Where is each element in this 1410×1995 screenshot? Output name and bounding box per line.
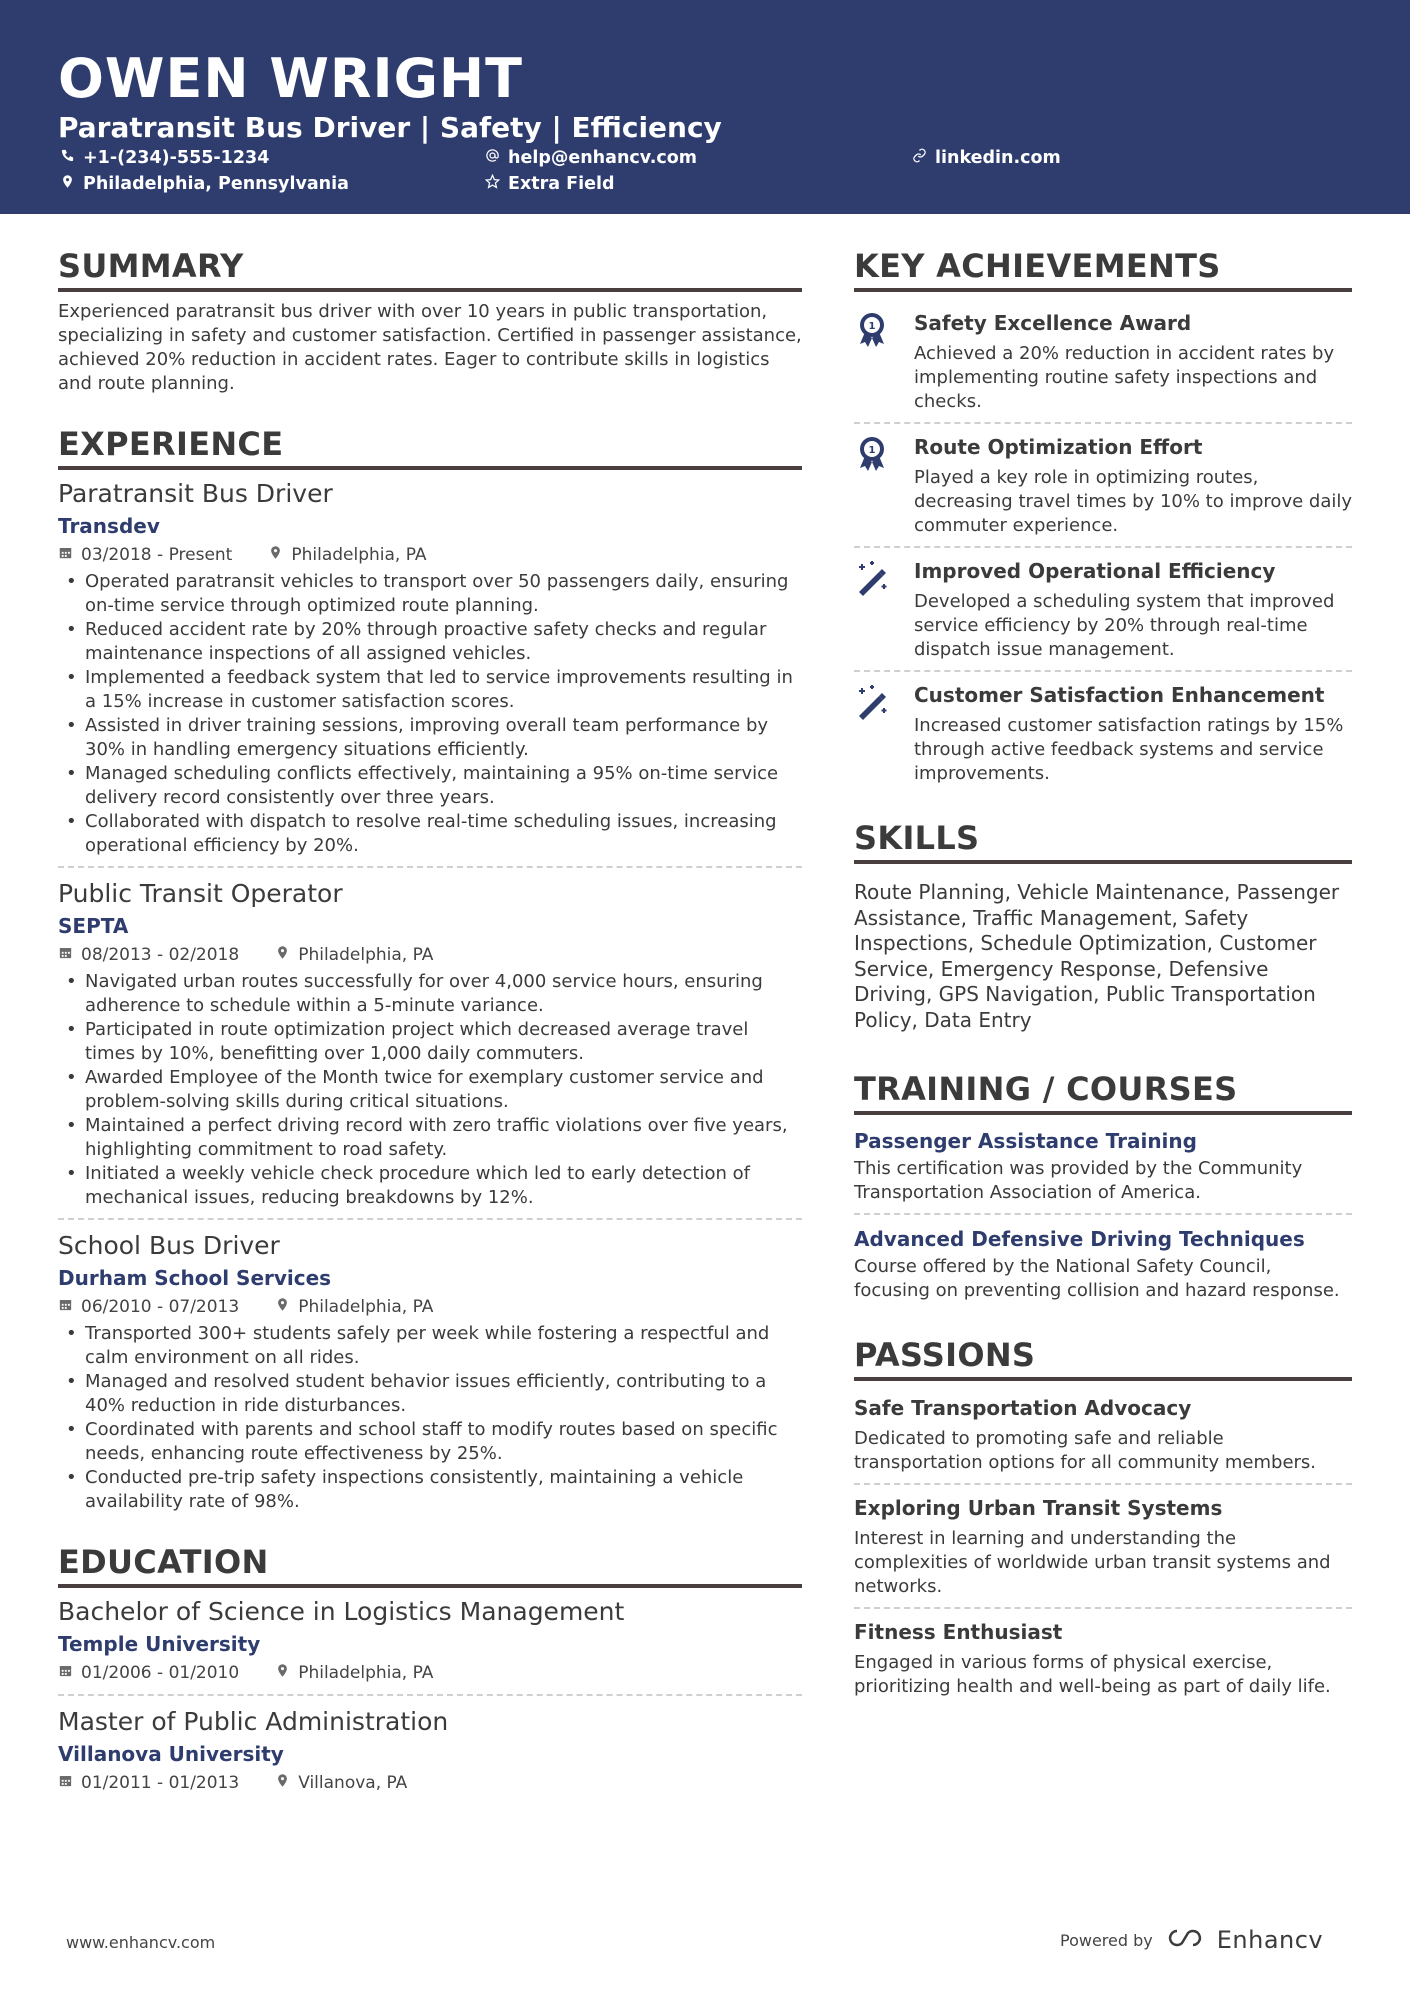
bullet-item: • Initiated a weekly vehicle check procedure which led to early detection of mechanical issues, reducing breakdowns by 12%. bbox=[58, 1162, 802, 1210]
achievements-section bbox=[854, 246, 1352, 794]
education-section bbox=[58, 1542, 802, 1804]
section-heading-training: TRAINING / COURSES bbox=[854, 1069, 1352, 1115]
link-icon bbox=[912, 146, 927, 170]
section-heading-achievements: KEY ACHIEVEMENTS bbox=[854, 246, 1352, 292]
skills-section bbox=[854, 818, 1352, 1033]
bullet-item: • Collaborated with dispatch to resolve real-time scheduling issues, increasing operational efficiency by 20%. bbox=[58, 810, 802, 858]
job-meta bbox=[58, 942, 802, 968]
svg-text:1: 1 bbox=[868, 445, 876, 456]
course-description: Course offered by the National Safety Council, focusing on preventing collision and hazard response. bbox=[854, 1256, 1340, 1301]
experience-entry bbox=[58, 1218, 802, 1522]
section-heading-experience: EXPERIENCE bbox=[58, 424, 802, 470]
achievement-description: Developed a scheduling system that improved service efficiency by 20% through real-time dispatch issue management. bbox=[914, 591, 1335, 660]
contact-location bbox=[60, 172, 349, 196]
job-dates: 06/2010 - 07/2013 bbox=[81, 1297, 240, 1317]
summary-section bbox=[58, 246, 802, 396]
passion-title: Safe Transportation Advocacy bbox=[854, 1396, 1192, 1420]
powered-by-label: Powered by bbox=[1060, 1930, 1153, 1950]
location-text: Philadelphia, Pennsylvania bbox=[83, 174, 349, 194]
education-location: Villanova, PA bbox=[298, 1773, 408, 1793]
contact-extra bbox=[485, 172, 615, 196]
bullet-item: • Assisted in driver training sessions, improving overall team performance by 30% in handling emergency situations efficiently. bbox=[58, 714, 802, 762]
calendar-icon bbox=[58, 1770, 73, 1796]
passion-title: Fitness Enthusiast bbox=[854, 1620, 1063, 1644]
job-bullets bbox=[58, 1322, 802, 1514]
course-item bbox=[854, 1123, 1352, 1213]
bullet-item: • Maintained a perfect driving record with zero traffic violations over five years, highlighting commitment to road safety. bbox=[58, 1114, 802, 1162]
bullet-item: • Operated paratransit vehicles to transport over 50 passengers daily, ensuring on-time service through optimized route planning. bbox=[58, 570, 802, 618]
location-pin-icon bbox=[275, 1660, 290, 1686]
school-name: Temple University bbox=[58, 1632, 261, 1656]
education-dates: 01/2006 - 01/2010 bbox=[81, 1663, 240, 1683]
school-name: Villanova University bbox=[58, 1742, 284, 1766]
job-location: Philadelphia, PA bbox=[291, 545, 427, 565]
right-column bbox=[854, 246, 1352, 1707]
bullet-item: • Participated in route optimization project which decreased average travel times by 10%, benefitting over 1,000 daily commuters. bbox=[58, 1018, 802, 1066]
candidate-title: Paratransit Bus Driver | Safety | Efficiency bbox=[58, 111, 722, 144]
course-description: This certification was provided by the Community Transportation Association of America. bbox=[854, 1158, 1303, 1203]
phone-icon bbox=[60, 146, 75, 170]
company-name: SEPTA bbox=[58, 914, 129, 938]
contact-email bbox=[485, 146, 697, 170]
experience-entry bbox=[58, 866, 802, 1218]
achievement-description: Achieved a 20% reduction in accident rates by implementing routine safety inspections and checks. bbox=[914, 343, 1335, 412]
passion-description: Interest in learning and understanding the complexities of worldwide urban transit systems and networks. bbox=[854, 1528, 1331, 1597]
course-title: Passenger Assistance Training bbox=[854, 1129, 1197, 1153]
summary-text: Experienced paratransit bus driver with over 10 years in public transportation, specializing in safety and customer satisfaction. Certified in passenger assistance, achieved 20% reduction in accident rates. Eager to contribute skills in logistics and route planning. bbox=[58, 301, 802, 394]
bullet-item: • Reduced accident rate by 20% through proactive safety checks and regular maintenance inspections of all assigned vehicles. bbox=[58, 618, 802, 666]
award-ribbon-icon bbox=[854, 308, 898, 414]
passion-description: Engaged in various forms of physical exercise, prioritizing health and well-being as part of daily life. bbox=[854, 1652, 1331, 1697]
section-heading-passions: PASSIONS bbox=[854, 1335, 1352, 1381]
section-heading-skills: SKILLS bbox=[854, 818, 1352, 864]
degree-title: Master of Public Administration bbox=[58, 1707, 449, 1736]
passion-item bbox=[854, 1483, 1352, 1607]
passion-item bbox=[854, 1607, 1352, 1707]
candidate-name: OWEN WRIGHT bbox=[58, 47, 523, 110]
brand-name: Enhancv bbox=[1216, 1926, 1324, 1954]
location-pin-icon bbox=[268, 542, 283, 568]
achievement-description: Increased customer satisfaction ratings by 15% through active feedback systems and service improvements. bbox=[914, 715, 1344, 784]
bullet-item: • Managed and resolved student behavior issues efficiently, contributing to a 40% reduction in ride disturbances. bbox=[58, 1370, 802, 1418]
company-name: Transdev bbox=[58, 514, 160, 538]
skills-list: Route Planning, Vehicle Maintenance, Passenger Assistance, Traffic Management, Safety Inspections, Schedule Optimization, Customer Service, Emergency Response, Defensive Driving, GPS Navigation, Public Transportation Policy, Data Entry bbox=[854, 880, 1340, 1032]
job-dates: 03/2018 - Present bbox=[81, 545, 233, 565]
education-dates: 01/2011 - 01/2013 bbox=[81, 1773, 240, 1793]
linkedin-link[interactable]: linkedin.com bbox=[935, 148, 1061, 168]
section-heading-education: EDUCATION bbox=[58, 1542, 802, 1588]
achievement-title: Safety Excellence Award bbox=[914, 311, 1192, 335]
bullet-item: • Conducted pre-trip safety inspections consistently, maintaining a vehicle availability rate of 98%. bbox=[58, 1466, 802, 1514]
section-heading-summary: SUMMARY bbox=[58, 246, 802, 292]
company-name: Durham School Services bbox=[58, 1266, 332, 1290]
left-column bbox=[58, 246, 802, 1804]
bullet-item: • Navigated urban routes successfully for over 4,000 service hours, ensuring adherence to schedule within a 5-minute variance. bbox=[58, 970, 802, 1018]
location-pin-icon bbox=[275, 1770, 290, 1796]
education-entry bbox=[58, 1694, 802, 1804]
enhancv-logo-icon bbox=[1165, 1927, 1205, 1953]
training-section bbox=[854, 1069, 1352, 1311]
education-meta bbox=[58, 1770, 802, 1796]
job-dates: 08/2013 - 02/2018 bbox=[81, 945, 240, 965]
bullet-item: • Awarded Employee of the Month twice for exemplary customer service and problem-solving skills during critical situations. bbox=[58, 1066, 802, 1114]
at-icon bbox=[485, 146, 500, 170]
footer-website[interactable]: www.enhancv.com bbox=[66, 1933, 216, 1952]
job-title: Public Transit Operator bbox=[58, 879, 343, 908]
achievement-description: Played a key role in optimizing routes, decreasing travel times by 10% to improve daily commuter experience. bbox=[914, 467, 1353, 536]
achievement-title: Improved Operational Efficiency bbox=[914, 559, 1276, 583]
extra-field-text: Extra Field bbox=[508, 174, 615, 194]
calendar-icon bbox=[58, 942, 73, 968]
star-icon bbox=[485, 172, 500, 196]
achievement-item bbox=[854, 670, 1352, 794]
passions-section bbox=[854, 1335, 1352, 1707]
job-meta bbox=[58, 542, 802, 568]
contact-linkedin bbox=[912, 146, 1061, 170]
job-title: School Bus Driver bbox=[58, 1231, 280, 1260]
passion-item bbox=[854, 1389, 1352, 1483]
calendar-icon bbox=[58, 1294, 73, 1320]
job-bullets bbox=[58, 570, 802, 858]
bullet-item: • Managed scheduling conflicts effectively, maintaining a 95% on-time service delivery record consistently over three years. bbox=[58, 762, 802, 810]
bullet-item: • Coordinated with parents and school staff to modify routes based on specific needs, enhancing route effectiveness by 25%. bbox=[58, 1418, 802, 1466]
location-pin-icon bbox=[60, 172, 75, 196]
contact-phone bbox=[60, 146, 269, 170]
job-location: Philadelphia, PA bbox=[298, 1297, 434, 1317]
achievement-title: Route Optimization Effort bbox=[914, 435, 1203, 459]
bullet-item: • Transported 300+ students safely per week while fostering a respectful and calm environment on all rides. bbox=[58, 1322, 802, 1370]
passion-description: Dedicated to promoting safe and reliable transportation options for all community members. bbox=[854, 1428, 1317, 1473]
achievement-item bbox=[854, 422, 1352, 546]
achievement-item bbox=[854, 546, 1352, 670]
job-title: Paratransit Bus Driver bbox=[58, 479, 333, 508]
achievement-item bbox=[854, 300, 1352, 422]
location-pin-icon bbox=[275, 1294, 290, 1320]
magic-wand-icon bbox=[854, 680, 898, 786]
calendar-icon bbox=[58, 542, 73, 568]
svg-text:1: 1 bbox=[868, 321, 876, 332]
experience-entry bbox=[58, 478, 802, 866]
magic-wand-icon bbox=[854, 556, 898, 662]
award-ribbon-icon bbox=[854, 432, 898, 538]
experience-section bbox=[58, 424, 802, 1522]
education-meta bbox=[58, 1660, 802, 1686]
education-entry bbox=[58, 1596, 802, 1694]
bullet-item: • Implemented a feedback system that led to service improvements resulting in a 15% increase in customer satisfaction scores. bbox=[58, 666, 802, 714]
achievement-title: Customer Satisfaction Enhancement bbox=[914, 683, 1325, 707]
phone-text: +1-(234)-555-1234 bbox=[83, 148, 270, 168]
calendar-icon bbox=[58, 1660, 73, 1686]
education-location: Philadelphia, PA bbox=[298, 1663, 434, 1683]
passion-title: Exploring Urban Transit Systems bbox=[854, 1496, 1223, 1520]
job-bullets bbox=[58, 970, 802, 1210]
job-location: Philadelphia, PA bbox=[298, 945, 434, 965]
course-title: Advanced Defensive Driving Techniques bbox=[854, 1227, 1305, 1251]
resume-header bbox=[0, 0, 1410, 214]
job-meta bbox=[58, 1294, 802, 1320]
email-link[interactable]: help@enhancv.com bbox=[508, 148, 698, 168]
degree-title: Bachelor of Science in Logistics Management bbox=[58, 1597, 625, 1626]
course-item bbox=[854, 1213, 1352, 1311]
location-pin-icon bbox=[275, 942, 290, 968]
footer-branding bbox=[1060, 1926, 1323, 1954]
